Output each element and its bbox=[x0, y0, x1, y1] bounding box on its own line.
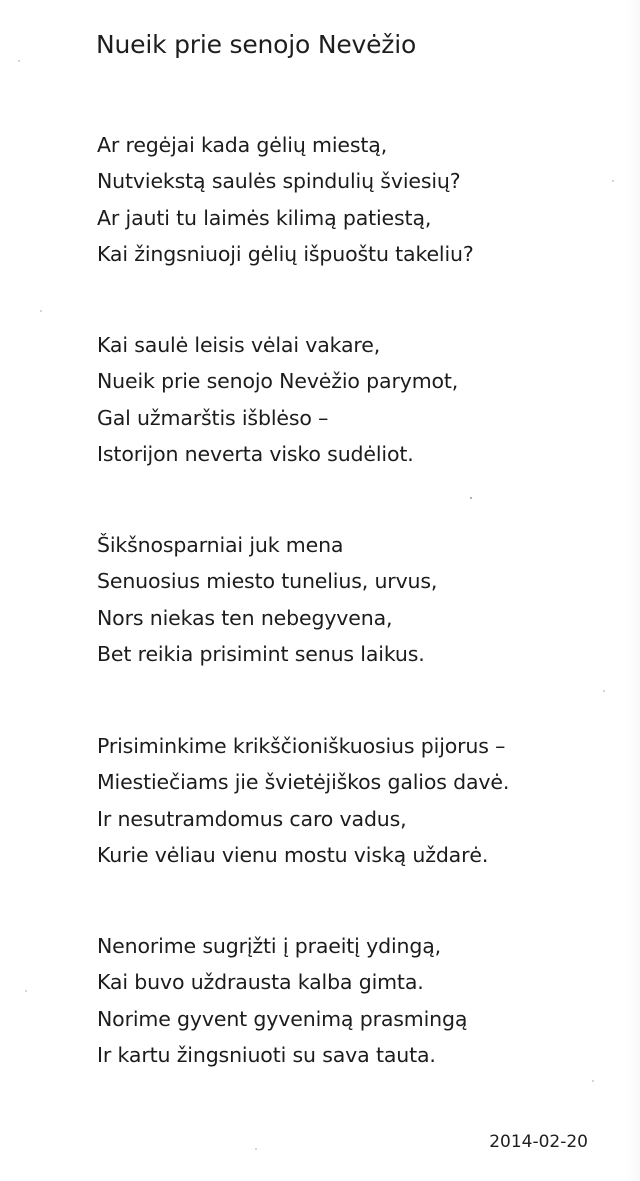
poem-line: Ar jauti tu laimės kilimą patiestą, bbox=[97, 205, 432, 230]
poem-date: 2014-02-20 bbox=[489, 1132, 588, 1152]
poem-line: Kai žingsniuoji gėlių išpuoštu takeliu? bbox=[97, 242, 474, 267]
poem-line: Ar regėjai kada gėlių miestą, bbox=[97, 133, 388, 157]
scan-speck bbox=[25, 990, 27, 992]
stanza-3 bbox=[97, 527, 437, 673]
poem-line: Bet reikia prisimint senus laikus. bbox=[97, 642, 425, 667]
scan-speck bbox=[592, 1080, 594, 1082]
stanza-5 bbox=[97, 928, 467, 1074]
stanza-4 bbox=[97, 728, 509, 874]
poem-line: Norime gyvent gyvenimą prasmingą bbox=[97, 1006, 468, 1031]
scan-speck bbox=[18, 60, 20, 62]
poem-line: Prisiminkime krikščioniškuosius pijorus – bbox=[97, 734, 506, 758]
poem-line: Ir nesutramdomus caro vadus, bbox=[97, 806, 407, 831]
poem-line: Nueik prie senojo Nevėžio parymot, bbox=[97, 369, 459, 394]
scan-speck bbox=[470, 497, 472, 499]
stanza-2 bbox=[97, 327, 458, 473]
poem-line: Nors niekas ten nebegyvena, bbox=[97, 605, 393, 630]
poem-line: Miestiečiams jie švietėjiškos galios davė. bbox=[97, 770, 510, 795]
scan-speck bbox=[255, 1148, 257, 1150]
stanza-1 bbox=[97, 127, 474, 273]
poem-line: Nutviekstą saulės spindulių šviesių? bbox=[97, 169, 461, 194]
scan-speck bbox=[40, 310, 42, 312]
scan-speck bbox=[612, 180, 614, 182]
poem-line: Senuosius miesto tunelius, urvus, bbox=[97, 569, 438, 594]
poem-line: Istorijon neverta visko sudėliot. bbox=[97, 442, 414, 467]
scan-edge-shading bbox=[626, 0, 640, 1181]
poem-line: Kai saulė leisis vėlai vakare, bbox=[97, 333, 381, 357]
poem-line: Gal užmarštis išblėso – bbox=[97, 405, 329, 430]
poem-line: Šikšnosparniai juk mena bbox=[97, 533, 344, 557]
poem-line: Nenorime sugrįžti į praeitį ydingą, bbox=[97, 934, 441, 958]
poem-title: Nueik prie senojo Nevėžio bbox=[96, 30, 417, 59]
poem-line: Kurie vėliau vienu mostu viską uždarė. bbox=[97, 843, 489, 868]
poem-line: Ir kartu žingsniuoti su sava tauta. bbox=[97, 1043, 436, 1068]
poem-line: Kai buvo uždrausta kalba gimta. bbox=[97, 970, 424, 995]
scan-speck bbox=[603, 690, 605, 692]
